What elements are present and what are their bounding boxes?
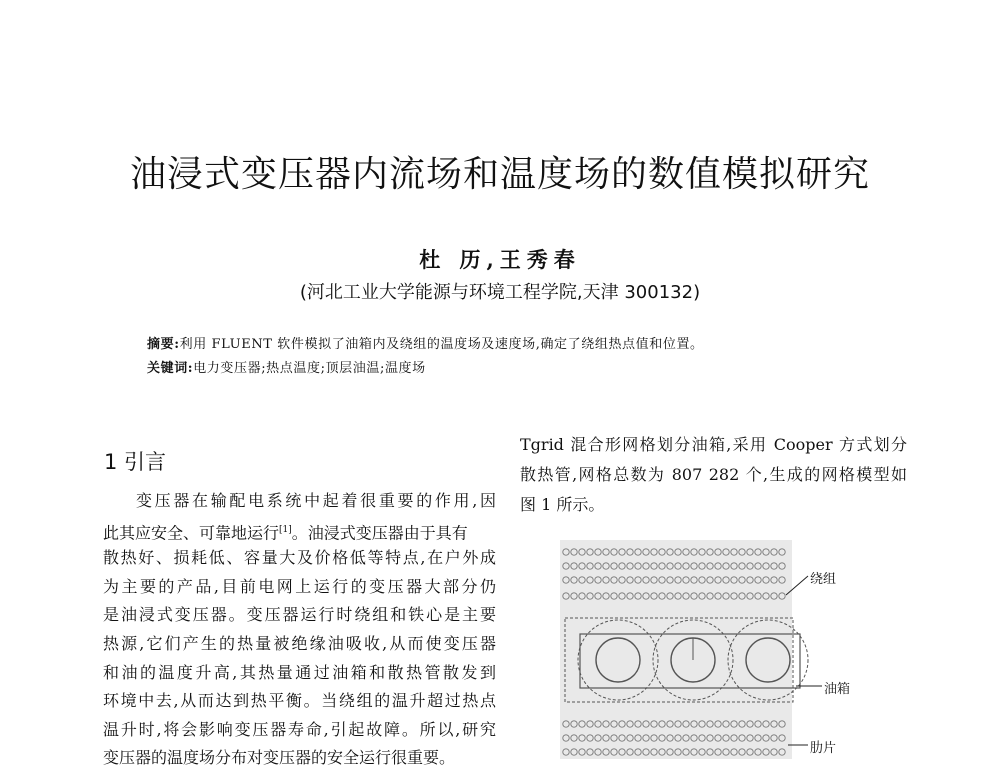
- fin-label: 肋片: [810, 741, 837, 756]
- keywords-text: 电力变压器;热点温度;顶层油温;温度场: [193, 361, 426, 376]
- mesh-model-figure: [560, 540, 920, 759]
- text-line: 变压器的温度场分布对变压器的安全运行很重要。: [103, 748, 456, 768]
- introduction-body: [103, 487, 496, 773]
- text-line: Tgrid 混合形网格划分油箱,采用 Cooper 方式划分: [520, 435, 907, 454]
- text-fragment: 。油浸式变压器由于具有: [291, 522, 468, 542]
- text-line: 图 1 所示。: [520, 495, 605, 514]
- keywords-label: 关键词:: [147, 361, 194, 376]
- right-column-text: [520, 430, 907, 520]
- abstract: [147, 333, 704, 352]
- mesh-diagram: [560, 540, 920, 759]
- abstract-text: 利用 FLUENT 软件模拟了油箱内及绕组的温度场及速度场,确定了绕组热点值和位置。: [179, 337, 704, 352]
- text-line: 和油的温度升高,其热量通过油箱和散热管散发到: [103, 662, 496, 682]
- affiliation: (河北工业大学能源与环境工程学院,天津 300132): [299, 282, 701, 303]
- text-line: 变压器在输配电系统中起着很重要的作用,因: [136, 491, 496, 510]
- citation-ref: [1]: [279, 524, 292, 535]
- text-fragment: 此其应安全、可靠地运行: [103, 522, 280, 542]
- text-line: 为主要的产品,目前电网上运行的变压器大部分仍: [103, 576, 496, 596]
- text-line: 散热管,网格总数为 807 282 个,生成的网格模型如: [520, 465, 907, 484]
- text-line: [103, 516, 496, 545]
- text-line: 散热好、损耗低、容量大及价格低等特点,在户外成: [103, 548, 496, 568]
- abstract-label: 摘要:: [147, 337, 180, 352]
- section-heading-introduction: 1 引言: [104, 450, 167, 474]
- keywords: [147, 357, 426, 376]
- tank-label: 油箱: [824, 682, 851, 697]
- text-line: 热源,它们产生的热量被绝缘油吸收,从而使变压器: [103, 633, 496, 653]
- text-line: 温升时,将会影响变压器寿命,引起故障。所以,研究: [103, 719, 496, 739]
- text-line: 是油浸式变压器。变压器运行时绕组和铁心是主要: [103, 605, 496, 625]
- winding-label: 绕组: [810, 572, 837, 587]
- paper-title: 油浸式变压器内流场和温度场的数值模拟研究: [129, 154, 870, 195]
- text-line: 环境中去,从而达到热平衡。当绕组的温升超过热点: [103, 691, 496, 711]
- authors: 杜 历,王秀春: [419, 247, 581, 272]
